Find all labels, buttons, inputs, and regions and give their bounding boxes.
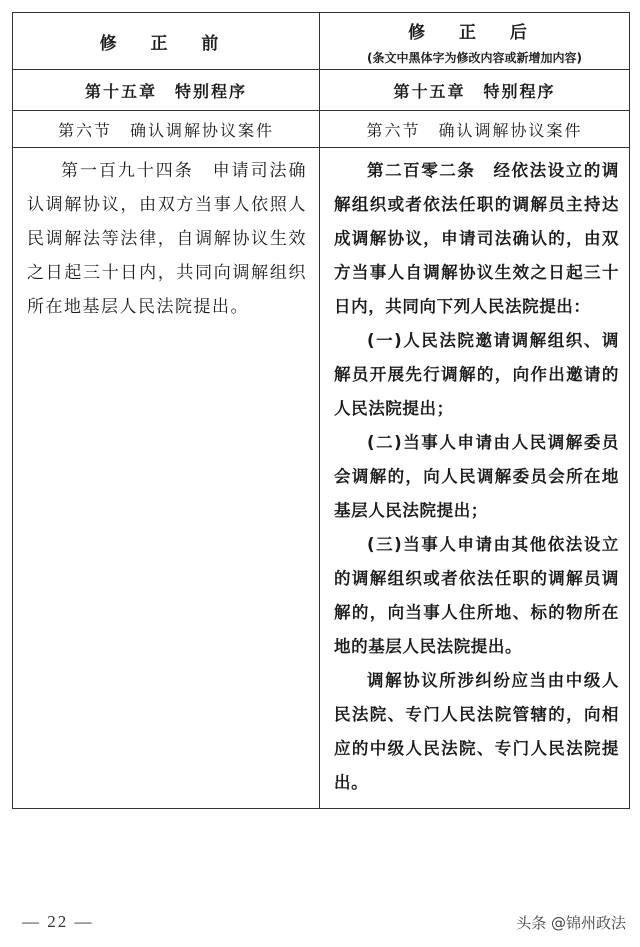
section-row xyxy=(13,111,630,148)
article-after-paragraph-2: 调解协议所涉纠纷应当由中级人民法院、专门人民法院管辖的，向相应的中级人民法院、专门人民法院提出。 xyxy=(334,671,619,792)
chapter-after: 第十五章 特别程序 xyxy=(320,70,630,111)
article-before-cell xyxy=(13,148,320,809)
comparison-table xyxy=(12,12,630,809)
section-after: 第六节 确认调解协议案件 xyxy=(320,111,630,148)
source-watermark: 头条 @锦州政法 xyxy=(516,914,626,932)
article-after-item-1: (一)人民法院邀请调解组织、调解员开展先行调解的，向作出邀请的人民法院提出； xyxy=(334,331,619,418)
header-after xyxy=(320,13,630,70)
article-after-cell xyxy=(320,148,630,809)
header-row xyxy=(13,13,630,70)
header-after-note: (条文中黑体字为修改内容或新增加内容) xyxy=(367,51,582,65)
header-after-title: 修 正 后 xyxy=(408,23,541,43)
section-before: 第六节 确认调解协议案件 xyxy=(13,111,320,148)
article-after-paragraph: 第二百零二条 经依法设立的调解组织或者依法任职的调解员主持达成调解协议，申请司法确认的，由双方当事人自调解协议生效之日起三十日内，共同向下列人民法院提出： xyxy=(334,161,619,316)
article-before-text: 第一百九十四条 申请司法确认调解协议，由双方当事人依照人民调解法等法律，自调解协议生效之日起三十日内，共同向调解组织所在地基层人民法院提出。 xyxy=(27,161,307,317)
header-before: 修 正 前 xyxy=(13,13,320,70)
page-number: — 22 — xyxy=(22,912,94,931)
chapter-row xyxy=(13,70,630,111)
article-after-item-3: (三)当事人申请由其他依法设立的调解组织或者依法任职的调解员调解的，向当事人住所地、标的物所在地的基层人民法院提出。 xyxy=(334,535,619,656)
article-row xyxy=(13,148,630,809)
article-after-item-2: (二)当事人申请由人民调解委员会调解的，向人民调解委员会所在地基层人民法院提出； xyxy=(334,433,619,520)
chapter-before: 第十五章 特别程序 xyxy=(13,70,320,111)
